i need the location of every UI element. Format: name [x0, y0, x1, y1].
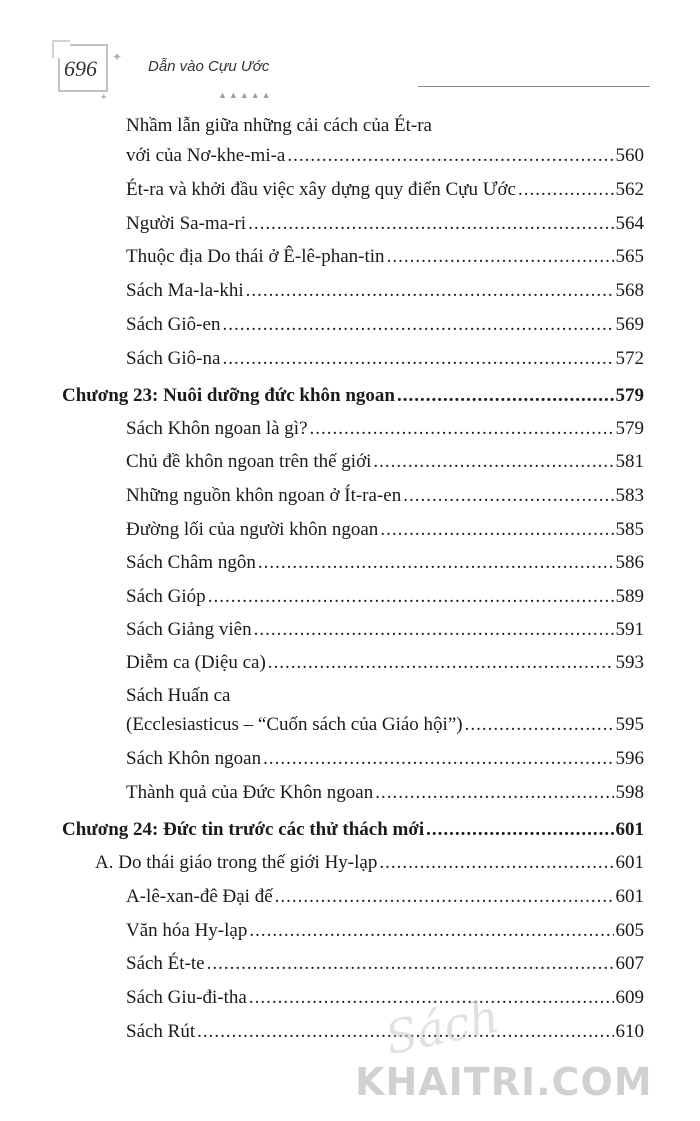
toc-entry-page: 607 — [615, 953, 644, 974]
toc-entry-title: Thuộc địa Do thái ở Ê-lê-phan-tin — [126, 246, 385, 267]
toc-entry — [126, 917, 644, 945]
toc-entry-page: 593 — [615, 652, 644, 673]
toc-chapter-page: 601 — [615, 819, 644, 840]
toc-entry-title: Diễm ca (Diệu ca) — [126, 652, 266, 673]
toc-entry-first-line: Nhầm lẫn giữa những cải cách của Ét-ra — [126, 115, 432, 136]
toc-entry-title: Sách Khôn ngoan là gì? — [126, 418, 308, 439]
toc-chapter-title: Chương 23: Nuôi dưỡng đức khôn ngoan — [62, 385, 395, 406]
triangle-ornament-icon: ▲▲▲▲▲ — [218, 90, 273, 100]
toc-section-title: A. Do thái giáo trong thế giới Hy-lạp — [95, 852, 378, 873]
toc-entry — [126, 549, 644, 577]
toc-entry-title: (Ecclesiasticus – “Cuốn sách của Giáo hội”) — [126, 714, 463, 735]
toc-entry — [126, 649, 644, 677]
toc-chapter-title: Chương 24: Đức tin trước các thử thách mới — [62, 819, 425, 840]
toc-entry-first-line: Sách Huấn ca — [126, 685, 231, 706]
toc-entry-title: Người Sa-ma-ri — [126, 213, 247, 234]
header-rule — [418, 86, 650, 87]
toc-chapter-heading — [62, 382, 644, 410]
watermark-script: Sách — [380, 988, 504, 1066]
sparkle-icon: ✦ — [112, 50, 123, 64]
toc-entry-page: 598 — [615, 782, 644, 803]
toc-entry-title: Sách Ét-te — [126, 953, 205, 974]
toc-entry — [126, 583, 644, 611]
dot-leader — [310, 415, 614, 443]
toc-entry-page: 581 — [615, 451, 644, 472]
toc-entry-page: 564 — [615, 213, 644, 234]
toc-entry-page: 569 — [615, 314, 644, 335]
running-book-title: Dẫn vào Cựu Ước — [148, 58, 270, 75]
toc-entry-title: với của Nơ-khe-mi-a — [126, 145, 286, 166]
page-header — [0, 0, 700, 110]
toc-entry — [126, 311, 644, 339]
toc-entry-page: 601 — [615, 886, 644, 907]
toc-entry — [126, 745, 644, 773]
dot-leader — [380, 516, 613, 544]
toc-entry — [126, 210, 644, 238]
toc-entry — [126, 277, 644, 305]
toc-entry-title: Chủ đề khôn ngoan trên thế giới — [126, 451, 372, 472]
toc-entry-page: 591 — [615, 619, 644, 640]
toc-entry-title: Thành quả của Đức Khôn ngoan — [126, 782, 374, 803]
toc-entry-page: 586 — [615, 552, 644, 573]
toc-entry — [126, 779, 644, 807]
dot-leader — [397, 382, 614, 410]
toc-section-entry — [95, 849, 644, 877]
dot-leader — [275, 883, 614, 911]
dot-leader — [222, 311, 613, 339]
page-number: 696 — [64, 56, 97, 81]
toc-entry-title: Sách Giô-na — [126, 348, 221, 369]
toc-entry-title: Sách Khôn ngoan — [126, 748, 262, 769]
dot-leader — [387, 243, 614, 271]
toc-entry-page: 565 — [615, 246, 644, 267]
dot-leader — [222, 345, 613, 373]
toc-entry-title: Sách Giu-đi-tha — [126, 987, 247, 1008]
toc-entry-title: Văn hóa Hy-lạp — [126, 920, 248, 941]
dot-leader — [287, 142, 613, 170]
toc-entry-title: A-lê-xan-đê Đại đế — [126, 886, 273, 907]
dot-leader — [246, 277, 614, 305]
toc-entry — [126, 243, 644, 271]
toc-entry-page: 583 — [615, 485, 644, 506]
toc-entry-title: Sách Rút — [126, 1021, 196, 1042]
toc-entry-title: Đường lối của người khôn ngoan — [126, 519, 379, 540]
toc-entry — [126, 950, 644, 978]
toc-entry-title: Sách Châm ngôn — [126, 552, 256, 573]
toc-entry-page: 610 — [615, 1021, 644, 1042]
dot-leader — [258, 549, 614, 577]
dot-leader — [208, 583, 614, 611]
toc-section-page: 601 — [615, 852, 644, 873]
dot-leader — [379, 849, 613, 877]
toc-entry-page: 579 — [615, 418, 644, 439]
dot-leader — [249, 917, 613, 945]
toc-entry-title: Sách Giảng viên — [126, 619, 252, 640]
dot-leader — [248, 210, 613, 238]
toc-chapter-page: 579 — [615, 385, 644, 406]
watermark-site: KHAITRI.COM — [355, 1060, 653, 1104]
toc-entry-page: 572 — [615, 348, 644, 369]
dot-leader — [373, 448, 613, 476]
sparkle-icon: ✦ — [100, 92, 108, 102]
toc-entry — [126, 883, 644, 911]
toc-entry-page: 589 — [615, 586, 644, 607]
toc-entry-page: 585 — [615, 519, 644, 540]
toc-entry — [126, 142, 644, 170]
dot-leader — [207, 950, 614, 978]
dot-leader — [403, 482, 613, 510]
dot-leader — [465, 711, 614, 739]
toc-entry-title: Sách Gióp — [126, 586, 206, 607]
toc-entry-title: Sách Giô-en — [126, 314, 221, 335]
toc-entry — [126, 516, 644, 544]
dot-leader — [375, 779, 613, 807]
toc-entry-page: 568 — [615, 280, 644, 301]
toc-entry-page: 609 — [615, 987, 644, 1008]
toc-entry — [126, 482, 644, 510]
toc-entry — [126, 345, 644, 373]
toc-entry-page: 562 — [615, 179, 644, 200]
toc-entry-page: 596 — [615, 748, 644, 769]
toc-entry-title: Sách Ma-la-khi — [126, 280, 244, 301]
dot-leader — [263, 745, 613, 773]
toc-entry — [126, 616, 644, 644]
dot-leader — [254, 616, 614, 644]
toc-entry-title: Ét-ra và khởi đầu việc xây dựng quy điển Cựu Ước — [126, 179, 516, 200]
toc-entry-title: Những nguồn khôn ngoan ở Ít-ra-en — [126, 485, 402, 506]
toc-entry — [126, 415, 644, 443]
toc-entry — [126, 711, 644, 739]
toc-chapter-heading — [62, 816, 644, 844]
toc-entry — [126, 176, 644, 204]
dot-leader — [426, 816, 613, 844]
toc-entry-page: 560 — [615, 145, 644, 166]
toc-entry-page: 595 — [615, 714, 644, 735]
dot-leader — [268, 649, 614, 677]
dot-leader — [518, 176, 614, 204]
toc-entry-page: 605 — [615, 920, 644, 941]
toc-entry — [126, 448, 644, 476]
